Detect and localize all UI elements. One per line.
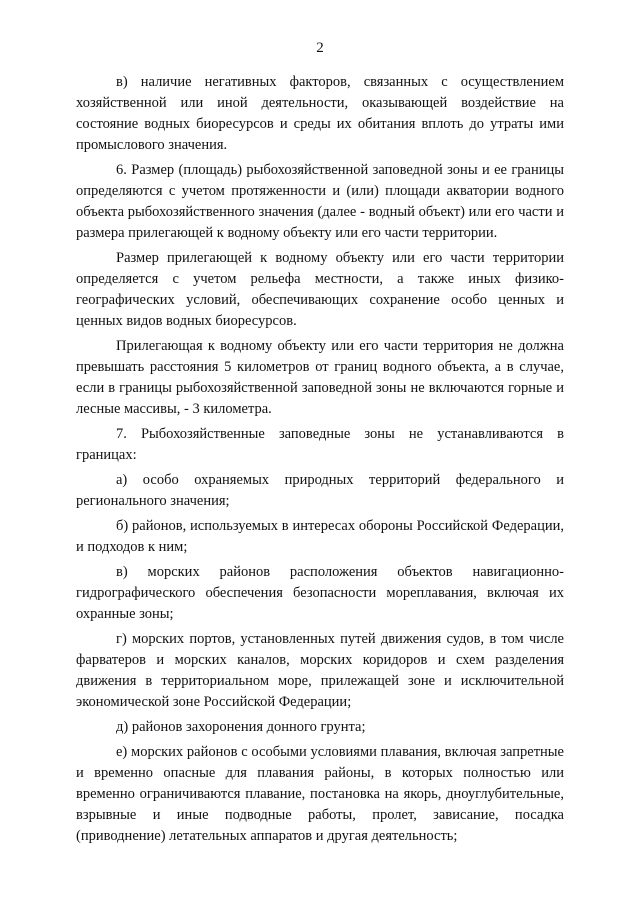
page-number: 2 bbox=[316, 40, 324, 56]
paragraph: г) морских портов, установленных путей движения судов, в том числе фарватеров и морских каналов, морских коридоров и схем разделения движения в территориальном море, прилежащей зоне и исключительной экономической зоне Российской Федерации; bbox=[76, 631, 564, 710]
paragraph: Прилегающая к водному объекту или его части территория не должна превышать расстояния 5 километров от границ водного объекта, а в случае, если в границы рыбохозяйственной заповедной зоны не включаются горные и лесные массивы, - 3 километра. bbox=[76, 338, 564, 417]
paragraph: е) морских районов с особыми условиями плавания, включая запретные и временно опасные для плавания районы, в которых полностью или временно ограничиваются плавание, постановка на якорь, дноуглубительные, взрывные и иные подводные работы, пролет, зависание, посадка (приводнение) летательных аппаратов и другая деятельность; bbox=[76, 744, 564, 844]
paragraph: в) морских районов расположения объектов навигационно-гидрографического обеспечения безопасности мореплавания, включая их охранные зоны; bbox=[76, 564, 564, 622]
paragraph: 6. Размер (площадь) рыбохозяйственной заповедной зоны и ее границы определяются с учетом протяженности и (или) площади акватории водного объекта рыбохозяйственного значения (далее - водный объект) или его части и размера прилегающей к водному объекту или его части территории. bbox=[76, 162, 564, 241]
paragraph: а) особо охраняемых природных территорий федерального и регионального значения; bbox=[76, 472, 564, 509]
paragraph: в) наличие негативных факторов, связанных с осуществлением хозяйственной или иной деятельности, оказывающей воздействие на состояние водных биоресурсов и среды их обитания вплоть до утраты ими промыслового значения. bbox=[76, 74, 564, 153]
paragraph: д) районов захоронения донного грунта; bbox=[116, 719, 366, 735]
paragraph: 7. Рыбохозяйственные заповедные зоны не устанавливаются в границах: bbox=[76, 426, 564, 463]
paragraph: б) районов, используемых в интересах обороны Российской Федерации, и подходов к ним; bbox=[76, 518, 564, 555]
paragraph: Размер прилегающей к водному объекту или его части территории определяется с учетом рельефа местности, а также иных физико-географических условий, обеспечивающих сохранение особо ценных и ценных видов водных биоресурсов. bbox=[76, 250, 564, 329]
document-body bbox=[76, 72, 564, 847]
